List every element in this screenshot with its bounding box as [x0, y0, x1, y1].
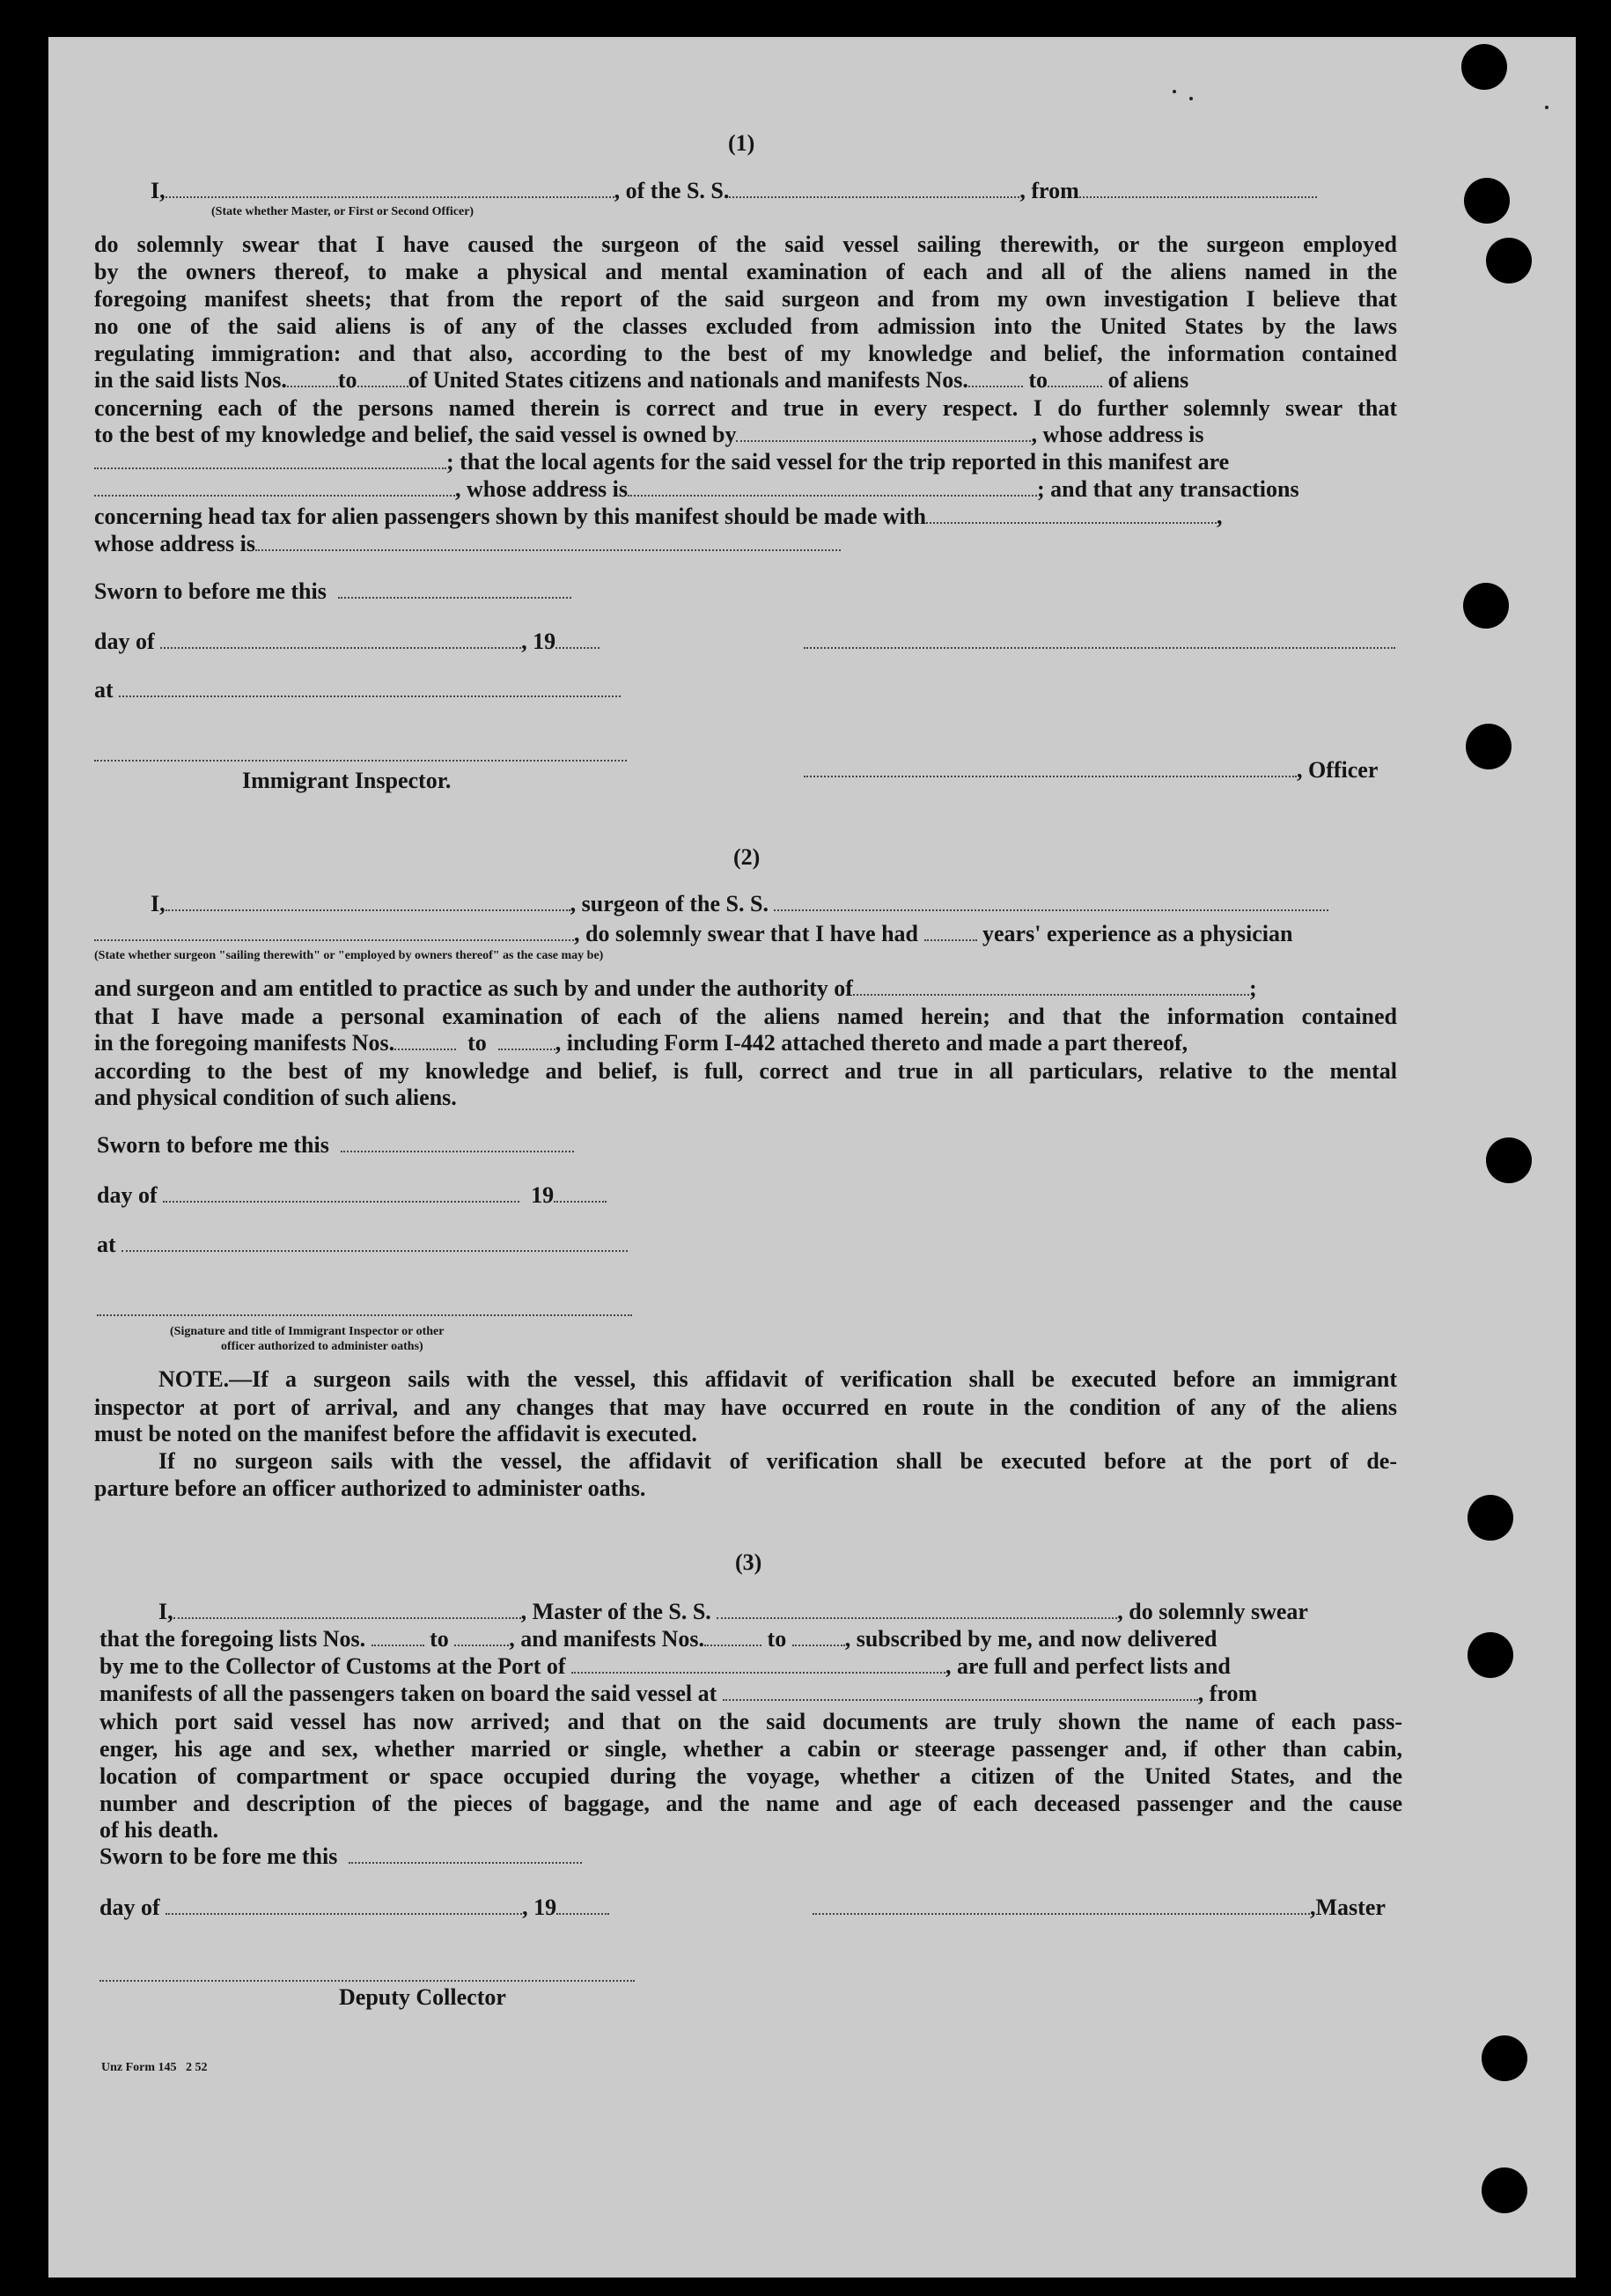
officer-rank-field[interactable]	[166, 193, 614, 198]
s3-manifests-from-field[interactable]	[704, 1641, 761, 1646]
vessel-name-field[interactable]	[729, 193, 1019, 198]
s1-headtax-line: concerning head tax for alien passengers shown by this manifest should be made with ,	[94, 504, 1223, 529]
s3-line3: by me to the Collector of Customs at the Port of , are full and perfect lists and	[99, 1653, 1231, 1679]
note-line: parture before an officer authorized to administer oaths.	[94, 1475, 646, 1501]
form-page	[48, 37, 1576, 2278]
punch-hole	[1468, 1495, 1513, 1541]
head-tax-contact-field[interactable]	[926, 519, 1217, 524]
s2-at: at	[97, 1232, 628, 1258]
s1-at-field[interactable]	[119, 692, 621, 697]
owner-address-field[interactable]	[94, 464, 446, 469]
s2-para-line: that I have made a personal examination of each of the aliens named herein; and that the information contained	[94, 1004, 1397, 1029]
s1-agent-address-line: , whose address is ; and that any transactions	[94, 476, 1299, 503]
s1-para-line: concerning each of the persons named therein is correct and true in every respect. I do further solemnly swear that	[94, 395, 1397, 421]
manifests-from-field[interactable]	[968, 382, 1023, 387]
s2-dayof: day of 19	[97, 1182, 607, 1209]
s2-manifests-from-field[interactable]	[394, 1045, 456, 1050]
s1-dayof: day of , 19	[94, 629, 600, 655]
s1-lists-line: in the said lists Nos. to of United States citizens and nationals and manifests Nos. to of aliens	[94, 367, 1189, 393]
s2-sig	[97, 1296, 632, 1322]
s3-line1: I, , Master of the S. S. , do solemnly swear	[158, 1599, 1308, 1624]
local-agents-field[interactable]	[94, 491, 455, 497]
s2-signature-field[interactable]	[97, 1311, 632, 1316]
agents-address-field[interactable]	[628, 491, 1037, 497]
s3-line4: manifests of all the passengers taken on board the said vessel at , from	[99, 1681, 1258, 1706]
s3-vessel-field[interactable]	[717, 1614, 1117, 1619]
s1-para-line: do solemnly swear that I have caused the surgeon of the said vessel sailing therewith, or the surgeon employed	[94, 232, 1397, 257]
s3-manifests-to-field[interactable]	[792, 1641, 845, 1646]
master-name-field[interactable]	[173, 1614, 521, 1619]
collector-port-field[interactable]	[571, 1668, 945, 1674]
s2-sig-caption: officer authorized to administer oaths)	[221, 1340, 423, 1353]
s2-year-field[interactable]	[554, 1197, 607, 1203]
s2-vessel-field[interactable]	[774, 906, 1328, 911]
s1-officer-sig-line	[804, 629, 1395, 655]
s3-sworn: Sworn to be fore me this	[99, 1843, 582, 1870]
punch-hole	[1463, 583, 1509, 629]
s1-inspector-sig	[94, 741, 627, 768]
form-number: Unz Form 145 2 52	[101, 2061, 208, 2074]
s2-sworn: Sworn to before me this	[97, 1132, 574, 1159]
s3-para-line: location of compartment or space occupied during the voyage, whether a citizen of the United States, and the	[99, 1763, 1402, 1789]
s1-officer-label-line: , Officer	[804, 757, 1378, 784]
punch-hole	[1461, 44, 1507, 90]
authority-field[interactable]	[853, 990, 1249, 996]
s1-hint: (State whether Master, or First or Second Officer)	[211, 205, 474, 218]
manifests-to-field[interactable]	[1048, 382, 1102, 387]
s3-master-line: ,Master	[813, 1895, 1386, 1921]
punch-hole	[1464, 178, 1510, 224]
note-line: NOTE.—If a surgeon sails with the vessel, this affidavit of verification shall be executed before an immigrant	[158, 1366, 1397, 1392]
s3-line2: that the foregoing lists Nos. to , and manifests Nos. to , subscribed by me, and now delivered	[99, 1626, 1217, 1652]
head-tax-address-field[interactable]	[255, 546, 841, 551]
section-1-number: (1)	[728, 130, 755, 156]
s3-year-field[interactable]	[556, 1910, 609, 1915]
s1-para-line: regulating immigration: and that also, according to the best of my knowledge and belief, the information contained	[94, 341, 1397, 366]
s2-nos-line: in the foregoing manifests Nos. to , including Form I-442 attached thereto and made a part thereof,	[94, 1030, 1188, 1056]
punch-hole	[1468, 1632, 1513, 1678]
s1-year-field[interactable]	[555, 644, 600, 649]
s3-para-line: enger, his age and sex, whether married or single, whether a cabin or steerage passenger and, if other than cabin,	[99, 1736, 1402, 1762]
s1-at: at	[94, 677, 621, 703]
s2-line2: , do solemnly swear that I have had years' experience as a physician	[94, 921, 1292, 947]
punch-hole	[1466, 724, 1512, 769]
boarding-port-field[interactable]	[723, 1696, 1198, 1701]
punch-hole	[1486, 1137, 1532, 1183]
note-line: If no surgeon sails with the vessel, the affidavit of verification shall be executed before at the port of de-	[158, 1448, 1397, 1474]
s2-sworn-day-field[interactable]	[341, 1147, 574, 1152]
s1-inspector-label: Immigrant Inspector.	[242, 768, 452, 793]
s1-officer-title-field[interactable]	[804, 772, 1297, 777]
s1-whose-line: whose address is	[94, 531, 841, 557]
s2-hint: (State whether surgeon "sailing therewith" or "employed by owners thereof" as the case may be)	[94, 949, 604, 962]
s3-lists-from-field[interactable]	[371, 1641, 424, 1646]
master-signature-field[interactable]	[813, 1910, 1310, 1915]
deputy-signature-field[interactable]	[99, 1976, 635, 1982]
section-3-number: (3)	[735, 1549, 762, 1575]
s1-para-line: by the owners thereof, to make a physical and mental examination of each and all of the aliens named in the	[94, 259, 1397, 284]
s3-deputy-label: Deputy Collector	[339, 1984, 506, 2010]
lists-to-field[interactable]	[357, 382, 408, 387]
s1-sworn: Sworn to before me this	[94, 578, 571, 605]
s1-agents-line: ; that the local agents for the said vessel for the trip reported in this manifest are	[94, 449, 1229, 475]
from-port-field[interactable]	[1079, 193, 1317, 198]
speck	[1545, 106, 1548, 109]
s1-para-line: foregoing manifest sheets; that from the report of the said surgeon and from my own investigation I believe that	[94, 286, 1397, 312]
s3-para-line: which port said vessel has now arrived; and that on the said documents are truly shown the name of each pass-	[99, 1709, 1402, 1734]
s3-month-field[interactable]	[166, 1910, 522, 1915]
s1-owned-line: to the best of my knowledge and belief, the said vessel is owned by , whose address is	[94, 422, 1204, 447]
punch-hole	[1482, 2035, 1527, 2081]
s2-authority-line: and surgeon and am entitled to practice as such by and under the authority of ;	[94, 975, 1257, 1001]
s2-at-field[interactable]	[121, 1247, 628, 1252]
surgeon-status-field[interactable]	[94, 936, 574, 941]
punch-hole	[1482, 2167, 1527, 2213]
surgeon-name-field[interactable]	[166, 906, 570, 911]
speck	[1173, 90, 1176, 93]
s2-line1: I, , surgeon of the S. S.	[151, 891, 1328, 917]
s3-sworn-day-field[interactable]	[349, 1858, 582, 1864]
s2-para-line: according to the best of my knowledge and belief, is full, correct and true in all particulars, relative to the mental	[94, 1058, 1397, 1084]
lists-from-field[interactable]	[287, 382, 338, 387]
s2-month-field[interactable]	[163, 1197, 519, 1203]
s2-manifests-to-field[interactable]	[498, 1045, 555, 1050]
s1-month-field[interactable]	[160, 644, 521, 649]
s3-para-last: of his death.	[99, 1817, 219, 1843]
owner-field[interactable]	[736, 437, 1031, 442]
s1-inspector-signature-field[interactable]	[94, 756, 627, 762]
punch-hole	[1486, 238, 1532, 283]
s3-dayof: day of , 19	[99, 1895, 609, 1921]
s1-para-line: no one of the said aliens is of any of the classes excluded from admission into the United States by the laws	[94, 313, 1397, 339]
section-2-number: (2)	[733, 844, 761, 870]
s2-sig-caption: (Signature and title of Immigrant Inspector or other	[170, 1325, 445, 1338]
note-line: must be noted on the manifest before the affidavit is executed.	[94, 1421, 697, 1446]
speck	[1189, 97, 1193, 100]
years-experience-field[interactable]	[924, 936, 977, 941]
s3-lists-to-field[interactable]	[454, 1641, 509, 1646]
s1-officer-signature-field[interactable]	[804, 644, 1395, 649]
s3-para-line: number and description of the pieces of baggage, and the name and age of each deceased passenger and the cause	[99, 1791, 1402, 1816]
s1-line1: I, , of the S. S. , from	[151, 178, 1317, 204]
s1-sworn-day-field[interactable]	[338, 593, 571, 599]
s2-para-last: and physical condition of such aliens.	[94, 1085, 457, 1110]
note-line: inspector at port of arrival, and any changes that may have occurred en route in the condition of any of the aliens	[94, 1395, 1397, 1420]
